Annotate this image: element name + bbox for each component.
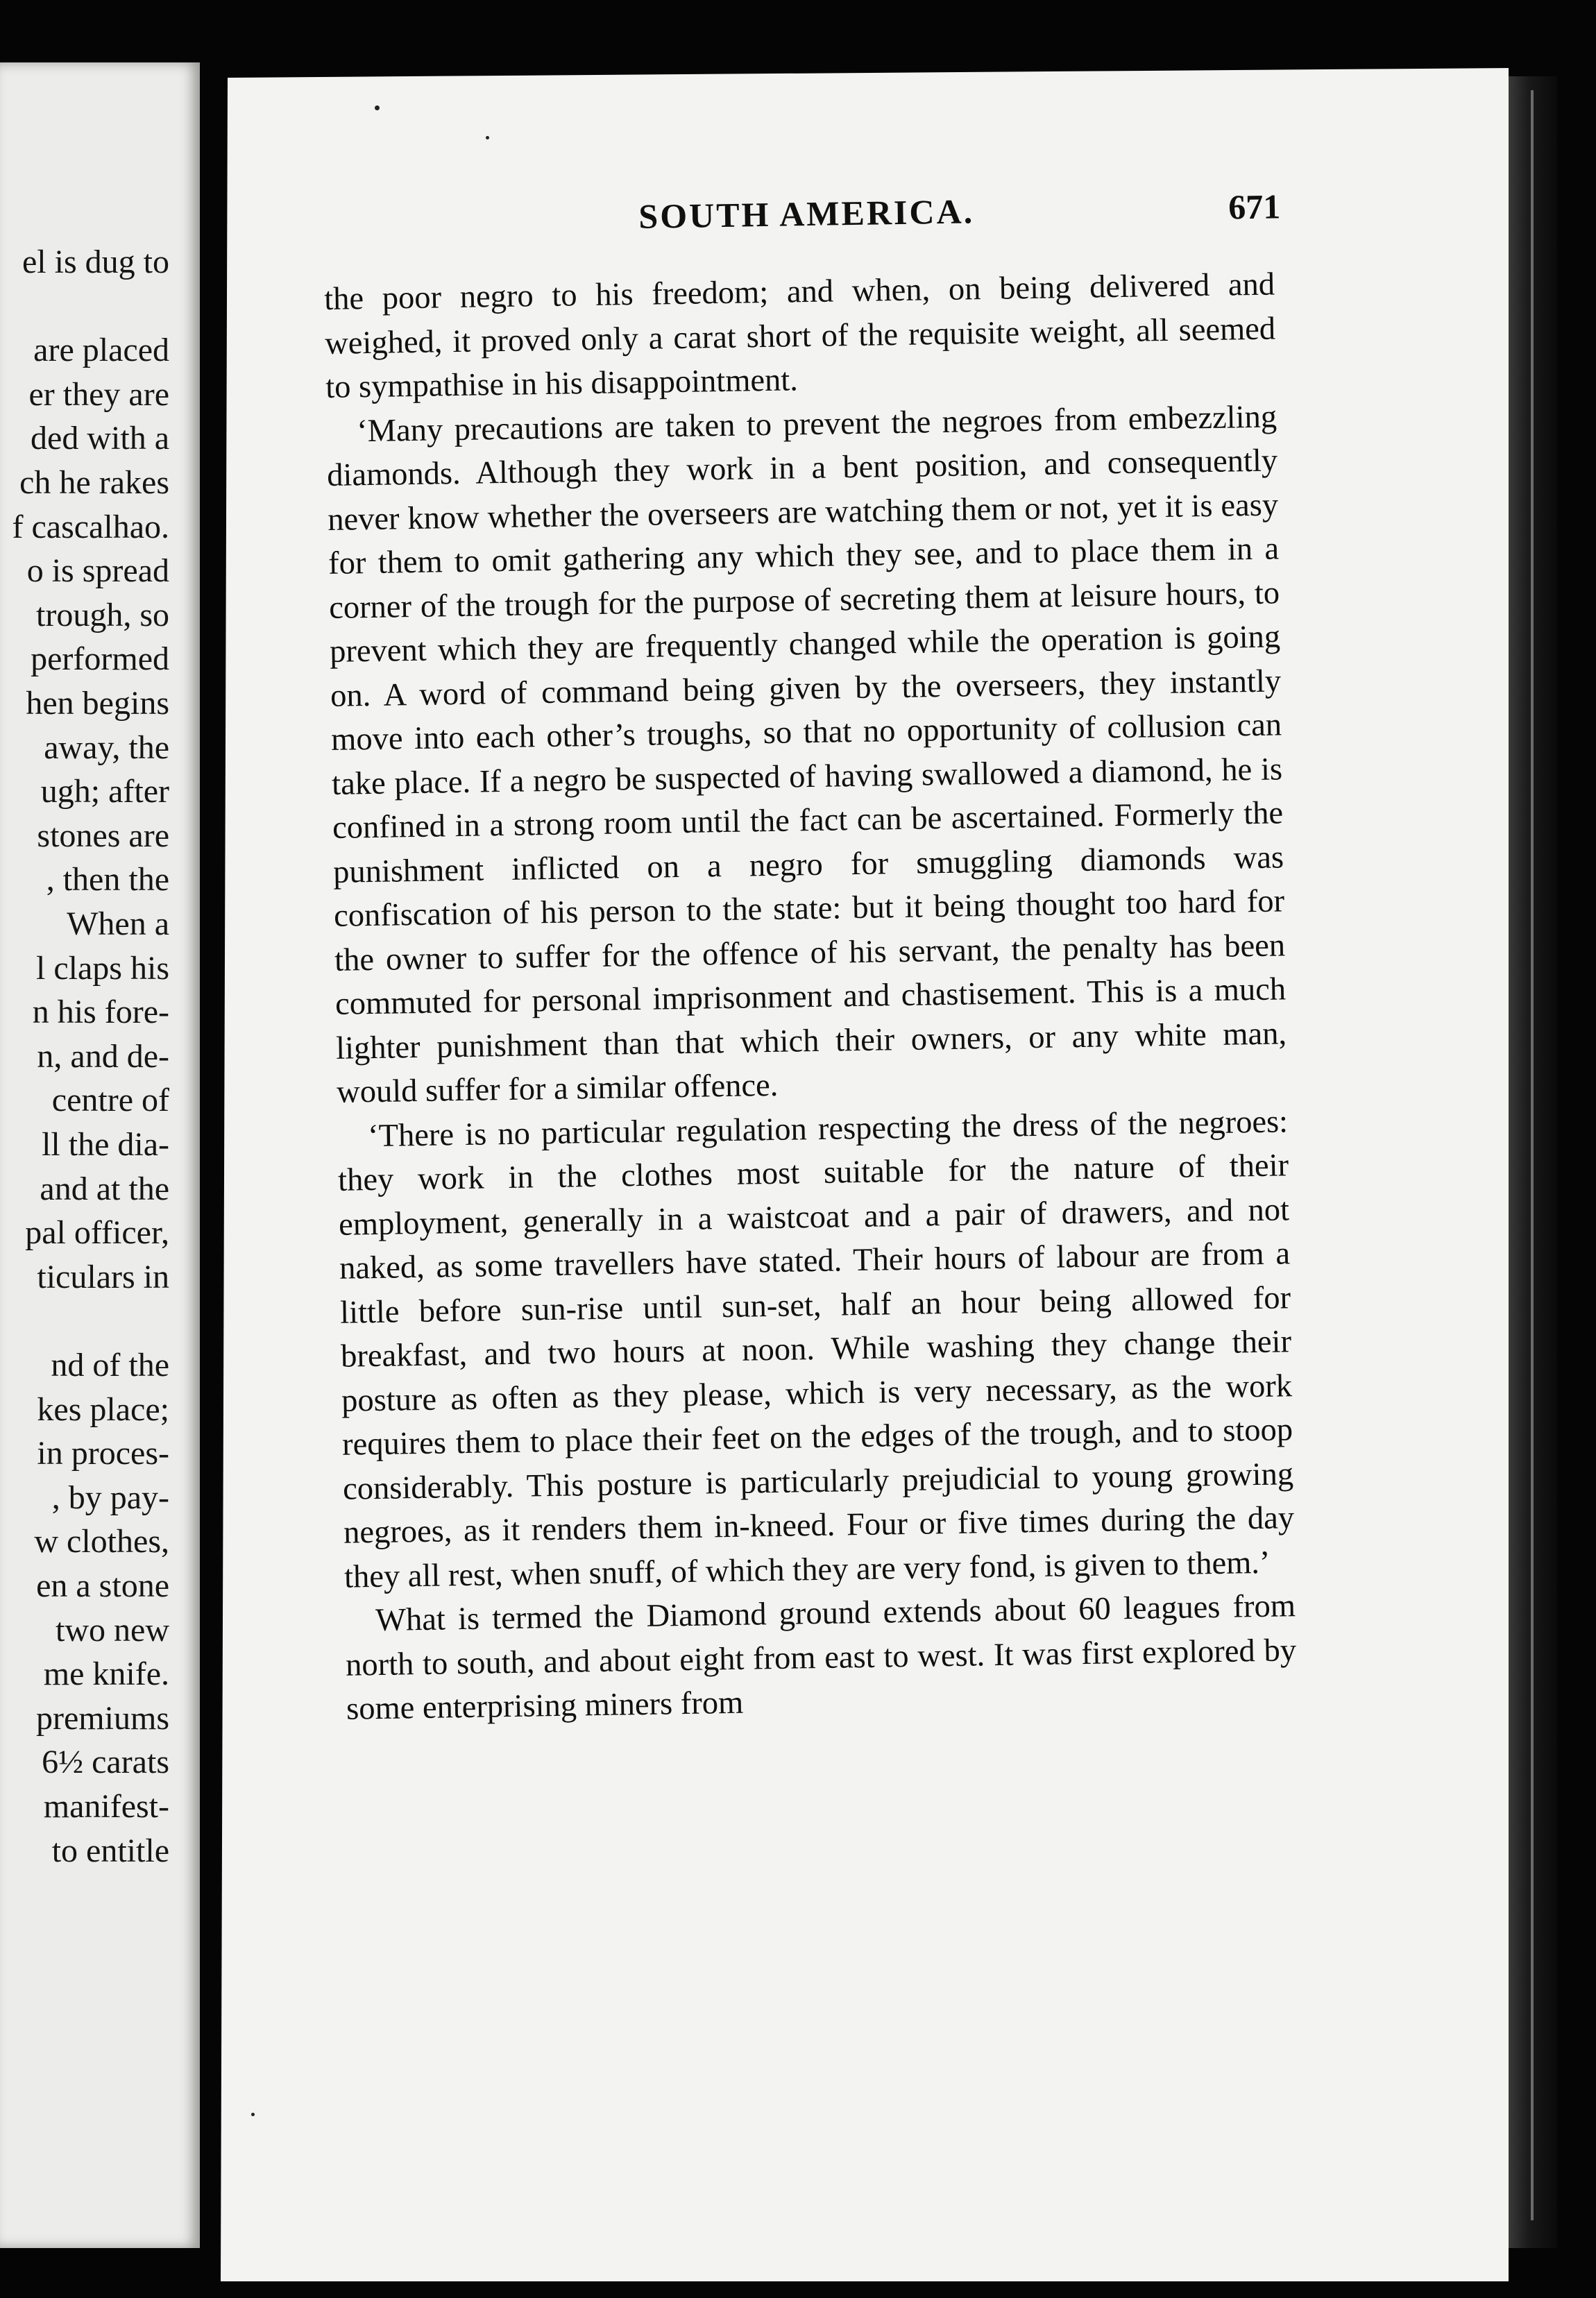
left-page-line: 6½ carats	[42, 1744, 169, 1781]
left-page-line: premiums	[36, 1699, 169, 1737]
left-page-line: hen begins	[26, 685, 169, 722]
speck-mark	[251, 2113, 255, 2116]
book-spine-edge	[1531, 90, 1534, 2220]
left-page-line: kes place;	[37, 1390, 169, 1428]
left-page-line: ticulars in	[37, 1258, 169, 1295]
running-title: SOUTH AMERICA.	[638, 192, 975, 236]
left-page-line: to entitle	[51, 1832, 169, 1869]
left-page-line: ded with a	[31, 420, 169, 457]
left-page-line: n, and de-	[37, 1037, 169, 1075]
left-page-line: , by pay-	[51, 1479, 169, 1516]
left-page-line: centre of	[51, 1082, 169, 1119]
left-page-line: nd of the	[51, 1347, 169, 1384]
left-page-line: When a	[67, 905, 169, 942]
left-page-line: are placed	[33, 332, 169, 369]
left-page-line: trough, so	[36, 596, 169, 633]
body-text	[324, 262, 1298, 1731]
left-page-line: ll the dia-	[42, 1126, 169, 1163]
left-page-line: away, the	[44, 729, 169, 766]
left-page-line: ugh; after	[40, 773, 169, 810]
paragraph: ‘There is no particular regulation respecting the dress of the negroes: they work in the clothes most suitable for the nature of their employment, generally in a waistcoat and a pair of drawers, and not naked, as some travellers have stated. Their hours of labour are from a little before sun-rise until sun-set, half an hour being allowed for breakfast, and two hours at noon. While washing they change their posture as often as they please, which is very necessary, as the work requires them to place their feet on the edges of the trough, and to stoop considerably. This posture is particularly prejudicial to young growing negroes, as it renders them in-kneed. Four or five times during the day they all rest, when snuff, of which they are very fond, is given to them.’	[337, 1103, 1295, 1595]
left-page-line: two new	[56, 1611, 169, 1649]
left-page-line: l claps his	[36, 949, 169, 987]
left-page-line: el is dug to	[22, 244, 169, 280]
left-page-line: en a stone	[36, 1567, 169, 1604]
page-content	[323, 186, 1297, 1731]
left-page-line: manifest-	[43, 1788, 169, 1825]
left-page-line: n his fore-	[32, 994, 169, 1031]
left-page-fragment	[0, 62, 200, 2248]
left-page-line: w clothes,	[34, 1523, 169, 1560]
paragraph: the poor negro to his freedom; and when, on being delivered and weighed, it proved only a carat short of the requisite weight, all seemed to sympathise in his disappointment.	[323, 266, 1276, 405]
speck-mark	[375, 105, 380, 110]
left-page-line: o is spread	[26, 552, 169, 590]
left-page-line: performed	[31, 640, 169, 678]
left-page-line: and at the	[40, 1170, 169, 1207]
left-page-line: in proces-	[37, 1435, 169, 1472]
left-page-line: me knife.	[43, 1656, 169, 1693]
left-page-line: ch he rakes	[19, 464, 169, 501]
left-page-line: stones are	[37, 817, 169, 854]
page-number: 671	[1228, 187, 1281, 227]
left-page-line: er they are	[28, 375, 169, 413]
left-page-line: , then the	[46, 861, 169, 899]
left-page-line: f cascalhao.	[12, 508, 169, 545]
left-page-line: pal officer,	[25, 1214, 169, 1252]
paragraph: What is termed the Diamond ground extends about 60 leagues from north to south, and about eight from east to west. It was first explored by some enterprising miners from	[345, 1588, 1297, 1727]
paragraph: ‘Many precautions are taken to prevent the negroes from embezzling diamonds. Although they work in a bent position, and consequently never know whether the overseers are watching them or not, yet it is easy for them to omit gathering any which they see, and to place them in a corner of the trough for the purpose of secreting them at leisure hours, to prevent which they are frequently changed while the operation is going on. A word of command being given by the overseers, they instantly move into each other’s troughs, so that no opportunity of collusion can take place. If a negro be suspected of having swallowed a diamond, he is confined in a strong room until the fact can be ascertained. Formerly the punishment inflicted on a negro for smuggling diamonds was confiscation of his person to the state: but it being thought too hard for the owner to suffer for the offence of his servant, the penalty has been commuted for personal imprisonment and chastisement. This is a much lighter punishment than that which their owners, or any white man, would suffer for a similar offence.	[326, 398, 1287, 1110]
speck-mark	[486, 136, 489, 139]
